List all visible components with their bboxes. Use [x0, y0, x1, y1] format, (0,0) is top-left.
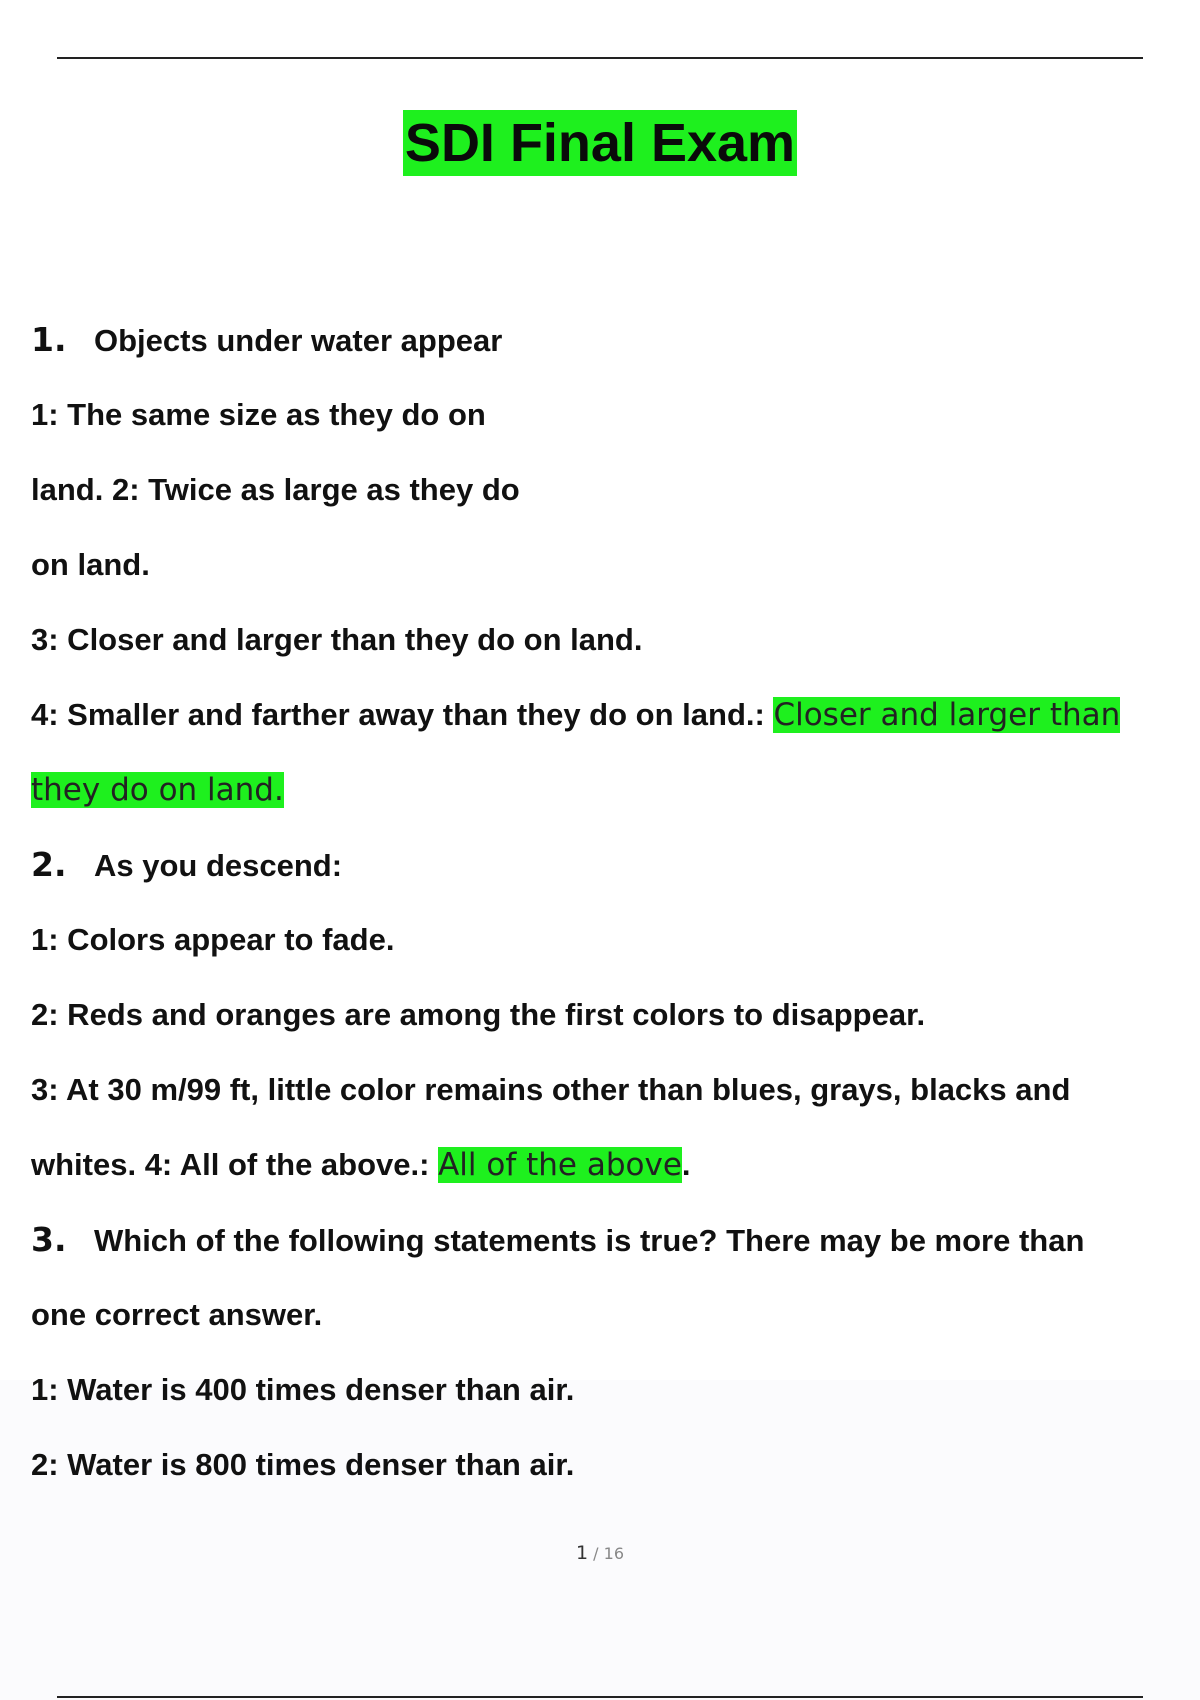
question-1-answer-line-cont — [31, 752, 1171, 827]
page-number: 1 — [575, 1542, 589, 1564]
question-2-answer-line — [31, 1127, 1171, 1202]
question-3-heading-cont: one correct answer. — [31, 1297, 323, 1332]
question-number: 1. — [31, 320, 67, 359]
question-number: 3. — [31, 1220, 67, 1259]
question-1-option-line: on land. — [31, 547, 150, 582]
question-1-option-line: 3: Closer and larger than they do on land. — [31, 622, 643, 657]
question-1-heading — [31, 302, 1171, 377]
page-footer — [0, 1542, 1200, 1564]
highlighted-answer: they do on land. — [31, 772, 284, 808]
question-text: As you descend: — [94, 848, 343, 883]
question-2-heading — [31, 827, 1171, 902]
question-2-option-line: 3: At 30 m/99 ft, little color remains other than blues, grays, blacks and — [31, 1072, 1071, 1107]
top-rule — [57, 57, 1143, 59]
question-3-option-line: 2: Water is 800 times denser than air. — [31, 1447, 575, 1482]
answer-prefix: 4: Smaller and farther away than they do on land.: — [31, 697, 774, 732]
question-2-option-line: 1: Colors appear to fade. — [31, 922, 395, 957]
bottom-rule — [57, 1696, 1143, 1698]
question-3-heading — [31, 1202, 1171, 1277]
title-container — [0, 110, 1200, 176]
page-title: SDI Final Exam — [403, 110, 797, 176]
question-2-option-line: 2: Reds and oranges are among the first colors to disappear. — [31, 997, 926, 1032]
exam-content — [31, 302, 1171, 1502]
question-1-option-line: land. 2: Twice as large as they do — [31, 472, 520, 507]
question-1-answer-line — [31, 677, 1171, 752]
page-separator: / — [588, 1544, 604, 1563]
question-text: Objects under water appear — [94, 323, 503, 358]
page-total: 16 — [603, 1544, 624, 1563]
question-number: 2. — [31, 845, 67, 884]
highlighted-answer: Closer and larger than — [773, 697, 1121, 733]
highlighted-answer: All of the above — [438, 1147, 682, 1183]
question-1-option-line: 1: The same size as they do on — [31, 397, 486, 432]
question-text: Which of the following statements is true? There may be more than — [94, 1223, 1085, 1258]
answer-prefix: whites. 4: All of the above.: — [31, 1147, 439, 1182]
answer-suffix: . — [681, 1147, 691, 1182]
question-3-option-line: 1: Water is 400 times denser than air. — [31, 1372, 575, 1407]
